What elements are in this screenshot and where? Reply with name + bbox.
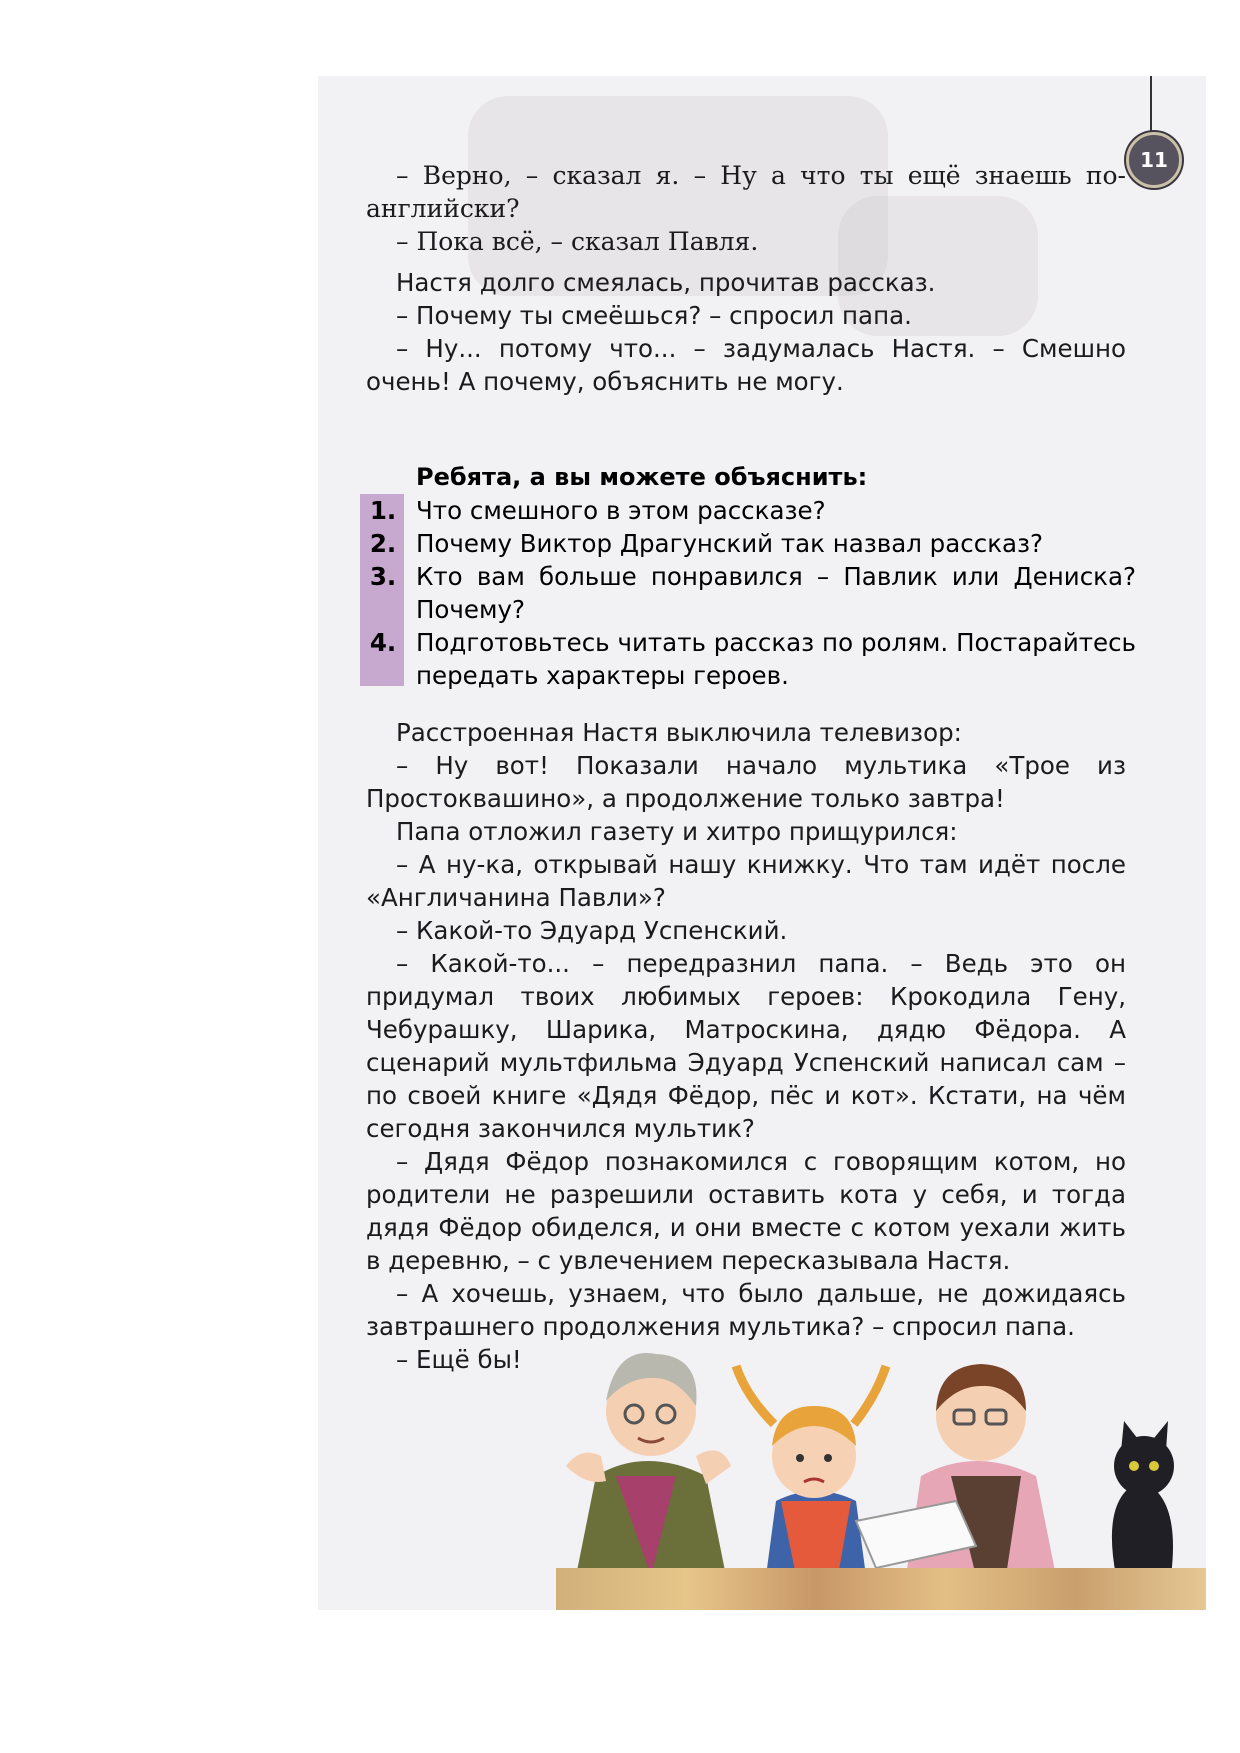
question-number: 1. [369,496,397,525]
dialogue-line: – Ну вот! Показали начало мультика «Трое из Простоквашино», а продолжение только завтра! [366,751,1126,813]
dialogue-line: Настя долго смеялась, прочитав рассказ. [396,268,936,297]
dialogue-line: – Ещё бы! [396,1345,522,1374]
father-figure [856,1364,1056,1576]
dialogue-intro [366,266,1126,398]
book-page [318,76,1206,1610]
story-end [366,159,1126,258]
question-text: Что смешного в этом рассказе? [416,496,826,525]
question-number: 2. [369,529,397,558]
dialogue-main [366,716,1126,1376]
dialogue-line: – Ну... потому что... – задумалась Настя. – Смешно очень! А почему, объяснить не могу. [366,334,1126,396]
dialogue-line: – А хочешь, узнаем, что было дальше, не дожидаясь завтрашнего продолжения мультика? – спросил папа. [366,1279,1126,1341]
question-item [366,494,1136,527]
dialogue-line: – Какой-то... – передразнил папа. – Ведь это он придумал твоих любимых героев: Крокодила Гену, Чебурашку, Шарика, Матроскина, дядю Фёдора. А сценарий мультфильма Эдуард Успенский написал сам – по своей книге «Дядя Фёдор, пёс и кот». Кстати, на чём сегодня закончился мультик? [366,949,1126,1143]
dialogue-line: Расстроенная Настя выключила телевизор: [396,718,962,747]
question-item [366,527,1136,560]
girl-figure [736,1366,886,1576]
questions-heading: Ребята, а вы можете объяснить: [416,463,868,491]
page-number-line [1150,76,1152,132]
dialogue-line: Папа отложил газету и хитро прищурился: [396,817,958,846]
question-text: Кто вам больше понравился – Павлик или Дениска? Почему? [416,562,1136,624]
dialogue-line: – А ну-ка, открывай нашу книжку. Что там идёт после «Англичанина Павли»? [366,850,1126,912]
dialogue-line: – Дядя Фёдор познакомился с говорящим котом, но родители не разрешили оставить кота у себя, и тогда дядя Фёдор обиделся, и они вместе с котом уехали жить в деревню, – с увлечением пересказывала Настя. [366,1147,1126,1275]
question-text: Подготовьтесь читать рассказ по ролям. Постарайтесь передать характеры героев. [416,628,1136,690]
story-line: – Верно, – сказал я. – Ну а что ты ещё знаешь по-английски? [366,161,1126,223]
grandmother-figure [566,1353,731,1576]
dialogue-line: – Какой-то Эдуард Успенский. [396,916,788,945]
question-item [366,626,1136,692]
dialogue-line: – Почему ты смеёшься? – спросил папа. [396,301,912,330]
question-number: 3. [369,562,397,591]
question-number: 4. [369,628,397,657]
family-illustration [556,1306,1206,1576]
page-number: 11 [1126,132,1182,188]
autumn-leaves-strip [556,1568,1206,1610]
question-item [366,560,1136,626]
story-line: – Пока всё, – сказал Павля. [396,227,759,256]
question-text: Почему Виктор Драгунский так назвал рассказ? [416,529,1044,558]
black-cat-figure [1112,1421,1174,1576]
